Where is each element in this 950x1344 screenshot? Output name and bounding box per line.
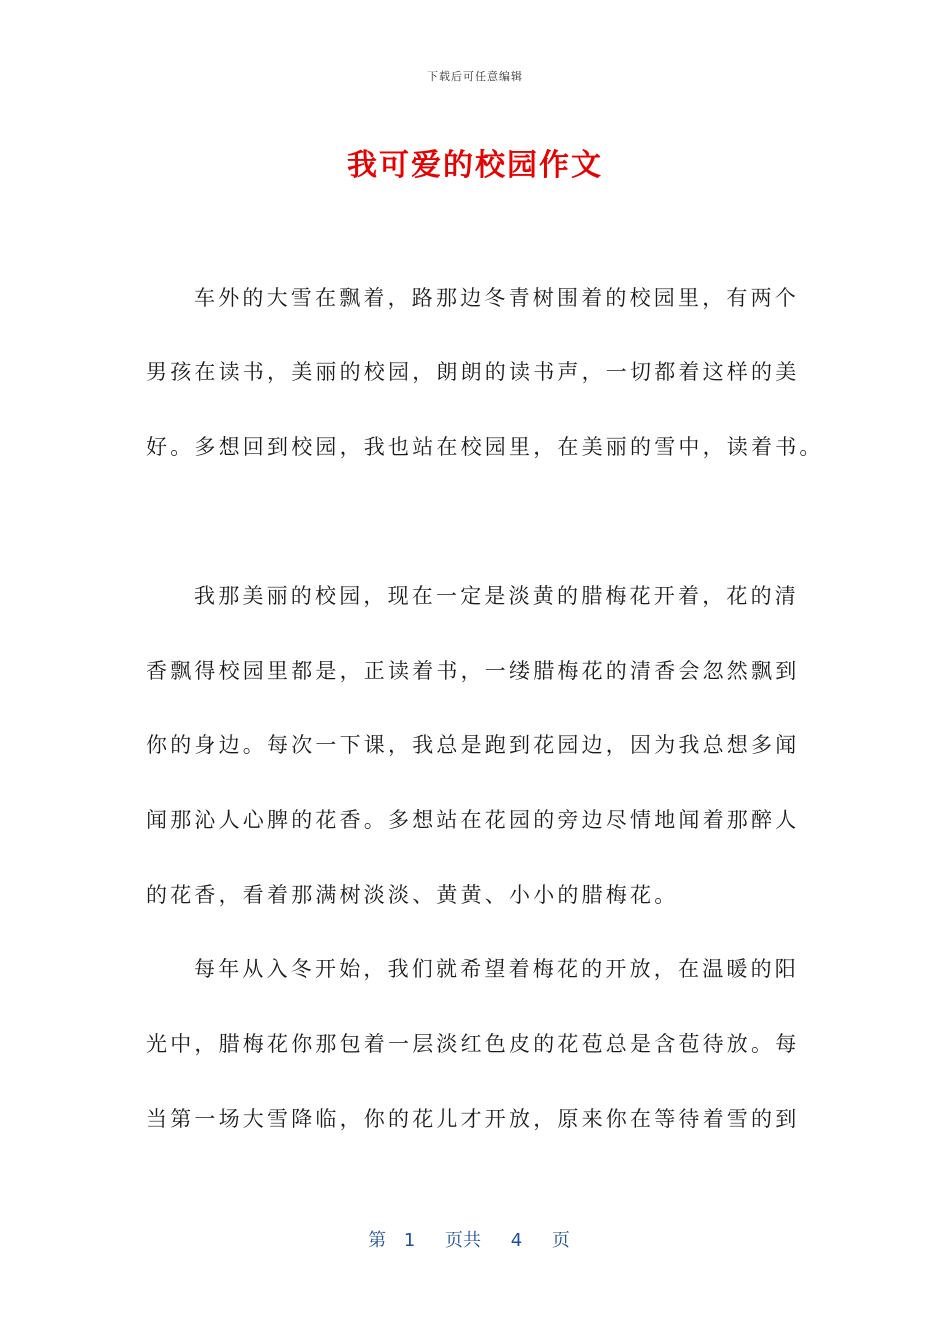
paragraph-line: 每年从入冬开始，我们就希望着梅花的开放，在温暖的阳 [194, 957, 799, 981]
paragraph-line: 光中，腊梅花你那包着一层淡红色皮的花苞总是含苞待放。每 [146, 1032, 800, 1056]
download-note: 下载后可任意编辑 [427, 70, 523, 83]
paragraph-line: 车外的大雪在飘着，路那边冬青树围着的校园里，有两个 [194, 286, 799, 310]
page-middle-text: 页共 [445, 1230, 481, 1251]
total-pages-number: 4 [510, 1230, 523, 1251]
document-title: 我可爱的校园作文 [347, 148, 603, 183]
current-page-number: 1 [403, 1230, 416, 1251]
paragraph-line: 当第一场大雪降临，你的花儿才开放，原来你在等待着雪的到 [146, 1107, 800, 1131]
paragraph-line: 男孩在读书，美丽的校园，朗朗的读书声，一切都着这样的美 [146, 360, 800, 384]
paragraph-line: 我那美丽的校园，现在一定是淡黄的腊梅花开着，花的清 [194, 584, 799, 608]
paragraph-line: 好。多想回到校园，我也站在校园里，在美丽的雪中，读着书。 [146, 435, 824, 459]
paragraph-line: 的花香，看着那满树淡淡、黄黄、小小的腊梅花。 [146, 883, 679, 907]
paragraph-line: 闻那沁人心脾的花香。多想站在花园的旁边尽情地闻着那醉人 [146, 808, 800, 832]
page-number-footer [0, 1226, 950, 1252]
page-prefix: 第 [368, 1230, 387, 1251]
paragraph-line: 你的身边。每次一下课，我总是跑到花园边，因为我总想多闻 [146, 733, 800, 757]
page-suffix: 页 [551, 1230, 570, 1251]
paragraph-line: 香飘得校园里都是，正读着书，一缕腊梅花的清香会忽然飘到 [146, 659, 800, 683]
